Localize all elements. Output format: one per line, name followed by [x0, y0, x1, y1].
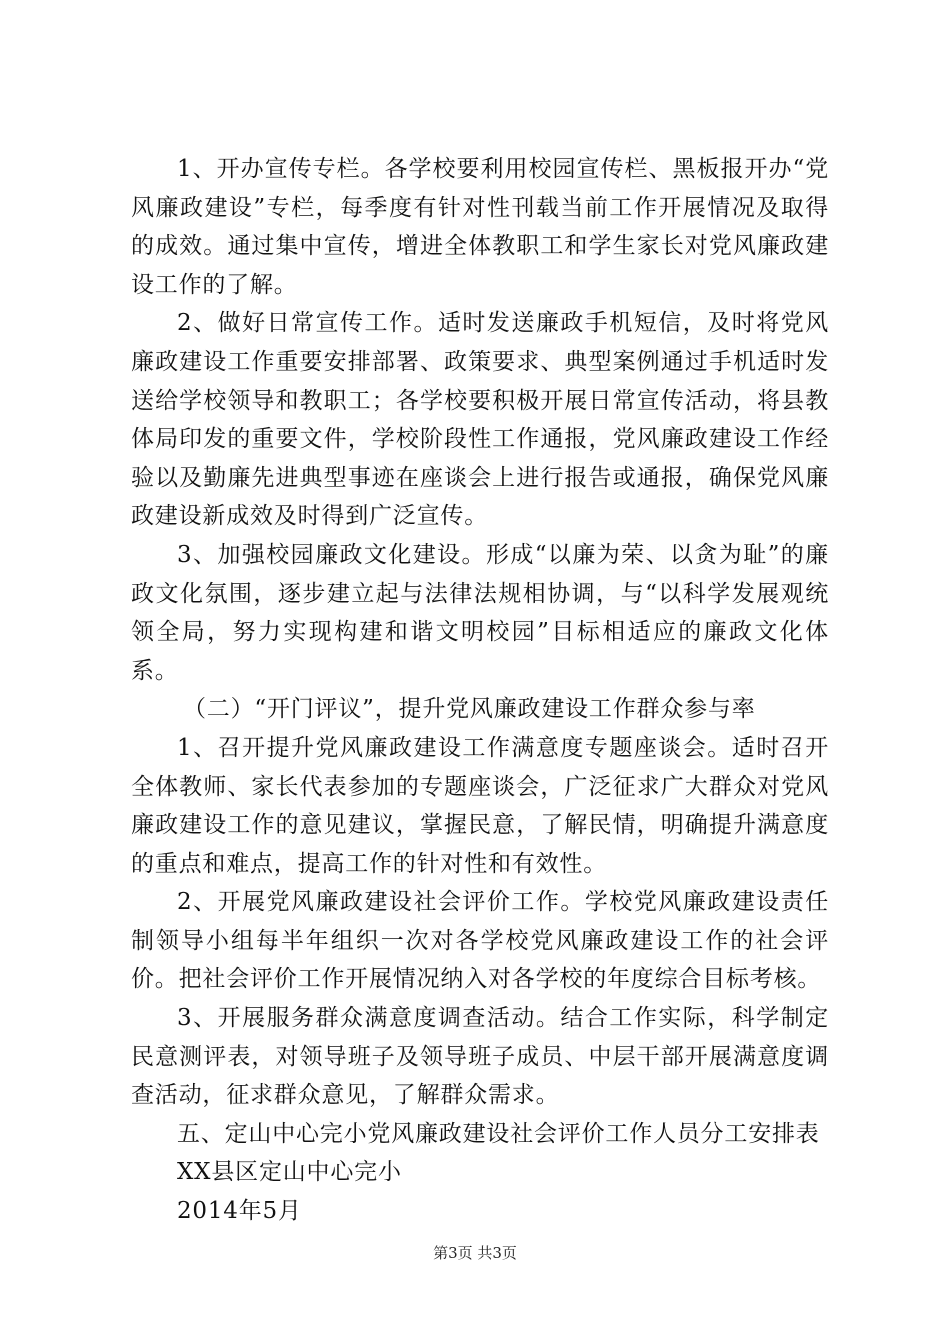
document-body — [131, 150, 829, 1231]
page-number-footer: 第3页 共3页 — [433, 1244, 517, 1262]
paragraph-daily-publicity: 2、做好日常宣传工作。适时发送廉政手机短信，及时将党风廉政建设工作重要安排部署、政策要求、典型案例通过手机适时发送给学校领导和教职工；各学校要积极开展日常宣传活动，将县教体局印发的重要文件，学校阶段性工作通报，党风廉政建设工作经验以及勤廉先进典型事迹在座谈会上进行报告或通报，确保党风廉政建设新成效及时得到广泛宣传。 — [131, 310, 829, 530]
section-heading-open-review: （二）“开门评议”，提升党风廉政建设工作群众参与率 — [183, 696, 756, 723]
paragraph-publicity-column: 1、开办宣传专栏。各学校要利用校园宣传栏、黑板报开办“党风廉政建设”专栏，每季度有针对性刊载当前工作开展情况及取得的成效。通过集中宣传，增进全体教职工和学生家长对党风廉政建设工作的了解。 — [131, 156, 829, 298]
signature-organization: XX县区定山中心完小 — [177, 1159, 402, 1186]
paragraph-satisfaction-survey: 3、开展服务群众满意度调查活动。结合工作实际，科学制定民意测评表，对领导班子及领导班子成员、中层干部开展满意度调查活动，征求群众意见，了解群众需求。 — [131, 1005, 829, 1109]
paragraph-social-evaluation: 2、开展党风廉政建设社会评价工作。学校党风廉政建设责任制领导小组每半年组织一次对各学校党风廉政建设工作的社会评价。把社会评价工作开展情况纳入对各学校的年度综合目标考核。 — [131, 889, 829, 993]
section-heading-staff-assignment: 五、定山中心完小党风廉政建设社会评价工作人员分工安排表 — [177, 1120, 820, 1147]
paragraph-satisfaction-forum: 1、召开提升党风廉政建设工作满意度专题座谈会。适时召开全体教师、家长代表参加的专题座谈会，广泛征求广大群众对党风廉政建设工作的意见建议，掌握民意，了解民情，明确提升满意度的重点和难点，提高工作的针对性和有效性。 — [131, 734, 829, 877]
signature-date: 2014年5月 — [177, 1198, 302, 1225]
paragraph-campus-culture: 3、加强校园廉政文化建设。形成“以廉为荣、以贪为耻”的廉政文化氛围，逐步建立起与法律法规相协调，与“以科学发展观统领全局，努力实现构建和谐文明校园”目标相适应的廉政文化体系。 — [131, 541, 829, 684]
